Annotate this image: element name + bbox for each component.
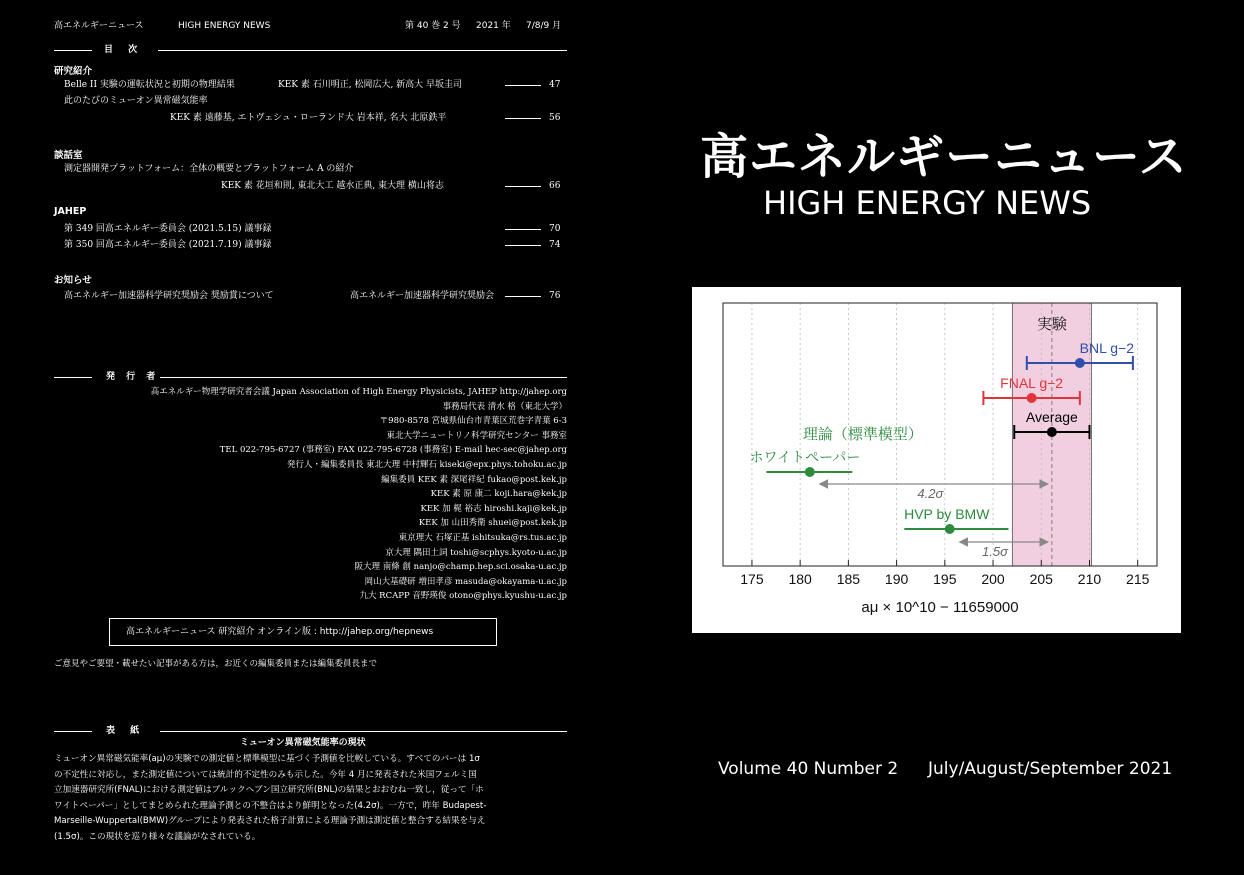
cover-line: (1.5σ)。この現状を巡り様々な議論がなされている。 (54, 831, 261, 842)
x-tick-label: 215 (1126, 571, 1150, 587)
sigma-label: 4.2σ (917, 486, 944, 501)
toc-entry-page: 70 (549, 224, 561, 234)
x-tick-label: 205 (1029, 571, 1053, 587)
toc-entry-title[interactable]: 高エネルギー加速器科学研究奨励会 奨励賞について (64, 291, 274, 301)
point-label: Average (1025, 409, 1078, 425)
publisher-line: 京大理 隅田土詞 toshi@scphys.kyoto-u.ac.jp (385, 547, 567, 558)
toc-entry-title[interactable]: 第 350 回高エネルギー委員会 (2021.7.19) 議事録 (64, 240, 272, 250)
toc-entry-title[interactable]: 測定器開発プラットフォーム：全体の概要とプラットフォーム A の紹介 (64, 164, 354, 174)
chart (692, 287, 1181, 633)
cover-title: ミューオン異常磁気能率の現状 (240, 738, 366, 748)
x-tick-label: 195 (933, 571, 957, 587)
header-year: 2021 年 (476, 21, 511, 31)
sigma-label: 1.5σ (982, 544, 1008, 559)
point-label: BNL g−2 (1079, 340, 1135, 356)
data-point (1075, 358, 1085, 368)
toc-section-jahep: JAHEP (54, 206, 87, 217)
publisher-line: 事務局代表 清水 格（東北大学） (442, 401, 567, 412)
online-link[interactable]: 高エネルギーニュース 研究紹介 オンライン版 : http://jahep.org/hepnews (126, 627, 434, 637)
publisher-line: TEL 022-795-6727 (事務室) FAX 022-795-6728 (事務室) E-mail hec-sec@jahep.org (219, 445, 567, 456)
publisher-heading: 発 行 者 (106, 372, 160, 382)
chart-panel (692, 287, 1181, 633)
header-months: 7/8/9 月 (526, 21, 562, 31)
x-tick-label: 200 (981, 571, 1005, 587)
publisher-line: 東北大学ニュートリノ科学研究センター 事務室 (386, 430, 567, 441)
feedback-text: ご意見やご要望・載せたい記事がある方は，お近くの編集委員または編集委員長まで (54, 659, 378, 669)
x-tick-label: 180 (788, 571, 812, 587)
toc-entry-page: 47 (549, 80, 561, 90)
online-box[interactable] (109, 618, 497, 646)
band-label: 実験 (1036, 316, 1067, 333)
cover-description (54, 752, 570, 845)
cover-line: Marseille-Wuppertal(BMW)グループにより発表された格子計算による理論予測は測定値と整合する結果を与え (54, 816, 486, 826)
toc-section-lounge: 談話室 (54, 150, 83, 161)
toc-entry-authors: 高エネルギー加速器科学研究奨励会 (350, 291, 495, 301)
header-volume: 第 40 巻 2 号 (405, 21, 461, 31)
toc-entry-authors: KEK 素 石川明正, 松岡広大, 新高大 早坂圭司 (278, 80, 463, 90)
publisher-line: 〒980-8578 宮城県仙台市青葉区荒巻字青葉 6-3 (379, 416, 567, 427)
theory-label: 理論（標準模型） (802, 426, 923, 443)
cover-line: ミューオン異常磁気能率(aμ)の実験での測定値と標準模型に基づく予測値を比較している。すべてのバーは 1σ (54, 754, 480, 764)
publisher-line: KEK 素 原 康二 koji.hara@kek.jp (430, 489, 567, 500)
toc-entry-title[interactable]: Belle II 実験の運転状況と初期の物理結果 (64, 80, 235, 90)
point-label: ホワイトペーパー (749, 449, 861, 465)
cover-line: 立加速器研究所(FNAL)における測定値はブルックヘブン国立研究所(BNL)の結果とおおむね一致し，従って「ホ (54, 785, 484, 795)
toc-entry-title[interactable]: 此のたびのミューオン異常磁気能率 (64, 96, 208, 106)
data-point (1027, 393, 1037, 403)
point-label: FNAL g−2 (1000, 375, 1064, 391)
toc-entry-authors: KEK 素 遠藤基, エトヴェシュ・ローランド大 岩本祥, 名大 北原鉄平 (170, 113, 447, 123)
toc-section-notice: お知らせ (54, 275, 92, 286)
cover-title-jp: 高エネルギーニュース (700, 129, 1188, 185)
data-point (945, 524, 955, 534)
publisher-line: 九大 RCAPP 音野瑛俊 otono@phys.kyushu-u.ac.jp (359, 591, 567, 602)
x-tick-label: 175 (740, 571, 764, 587)
toc-heading: 目 次 (104, 45, 144, 55)
publisher-line: 発行人・編集委員長 東北大理 中村輝石 kiseki@epx.phys.tohoku.ac.jp (286, 459, 567, 470)
cover-line: ワイトペーパー」としてまとめられた理論予測との不整合はより鮮明となった(4.2σ)。一方で，昨年 Budapest- (54, 800, 487, 811)
cover-period: July/August/September 2021 (928, 759, 1173, 779)
header-title-en: HIGH ENERGY NEWS (178, 21, 271, 31)
toc-entry-page: 74 (549, 240, 561, 250)
publisher-line: 岡山大基礎研 増田孝彦 masuda@okayama-u.ac.jp (364, 576, 567, 587)
cover-title-en: HIGH ENERGY NEWS (763, 184, 1092, 222)
x-axis-label: aμ × 10^10 − 11659000 (861, 599, 1019, 616)
data-point (805, 467, 815, 477)
publisher-line: 東京理大 石塚正基 ishitsuka@rs.tus.ac.jp (398, 532, 567, 543)
cover-issue: Volume 40 Number 2 (718, 759, 899, 779)
publisher-line: KEK 加 梶 裕志 hiroshi.kaji@kek.jp (420, 503, 567, 514)
data-point (1047, 427, 1057, 437)
toc-entry-page: 76 (549, 291, 561, 301)
publisher-line: 編集委員 KEK 素 深尾祥紀 fukao@post.kek.jp (381, 474, 567, 485)
cover-heading: 表 紙 (106, 726, 146, 736)
toc-entry-title[interactable]: 第 349 回高エネルギー委員会 (2021.5.15) 議事録 (64, 224, 272, 234)
x-tick-label: 210 (1077, 571, 1102, 587)
toc-entry-authors: KEK 素 花垣和則, 東北大工 越水正典, 東大理 横山将志 (221, 181, 444, 191)
toc-entry-page: 66 (549, 181, 561, 191)
x-tick-label: 185 (836, 571, 861, 587)
publisher-line: KEK 加 山田秀衛 shuei@post.kek.jp (418, 518, 567, 529)
point-label: HVP by BMW (904, 506, 990, 522)
publisher-block (90, 385, 567, 604)
cover-line: の不定性に対応し，また測定値については統計的不定性のみも示した。今年 4 月に発表された米国フェルミ国 (54, 769, 477, 780)
toc-section-research: 研究紹介 (54, 66, 93, 77)
x-tick-label: 190 (884, 571, 909, 587)
toc-entry-page: 56 (549, 113, 561, 123)
header-title-jp: 高エネルギーニュース (54, 21, 144, 31)
publisher-line: 阪大理 南條 創 nanjo@champ.hep.sci.osaka-u.ac.jp (354, 562, 567, 573)
publisher-line: 高エネルギー物理学研究者会議 Japan Association of High Energy Physicists, JAHEP http://jahep.org (150, 387, 567, 397)
